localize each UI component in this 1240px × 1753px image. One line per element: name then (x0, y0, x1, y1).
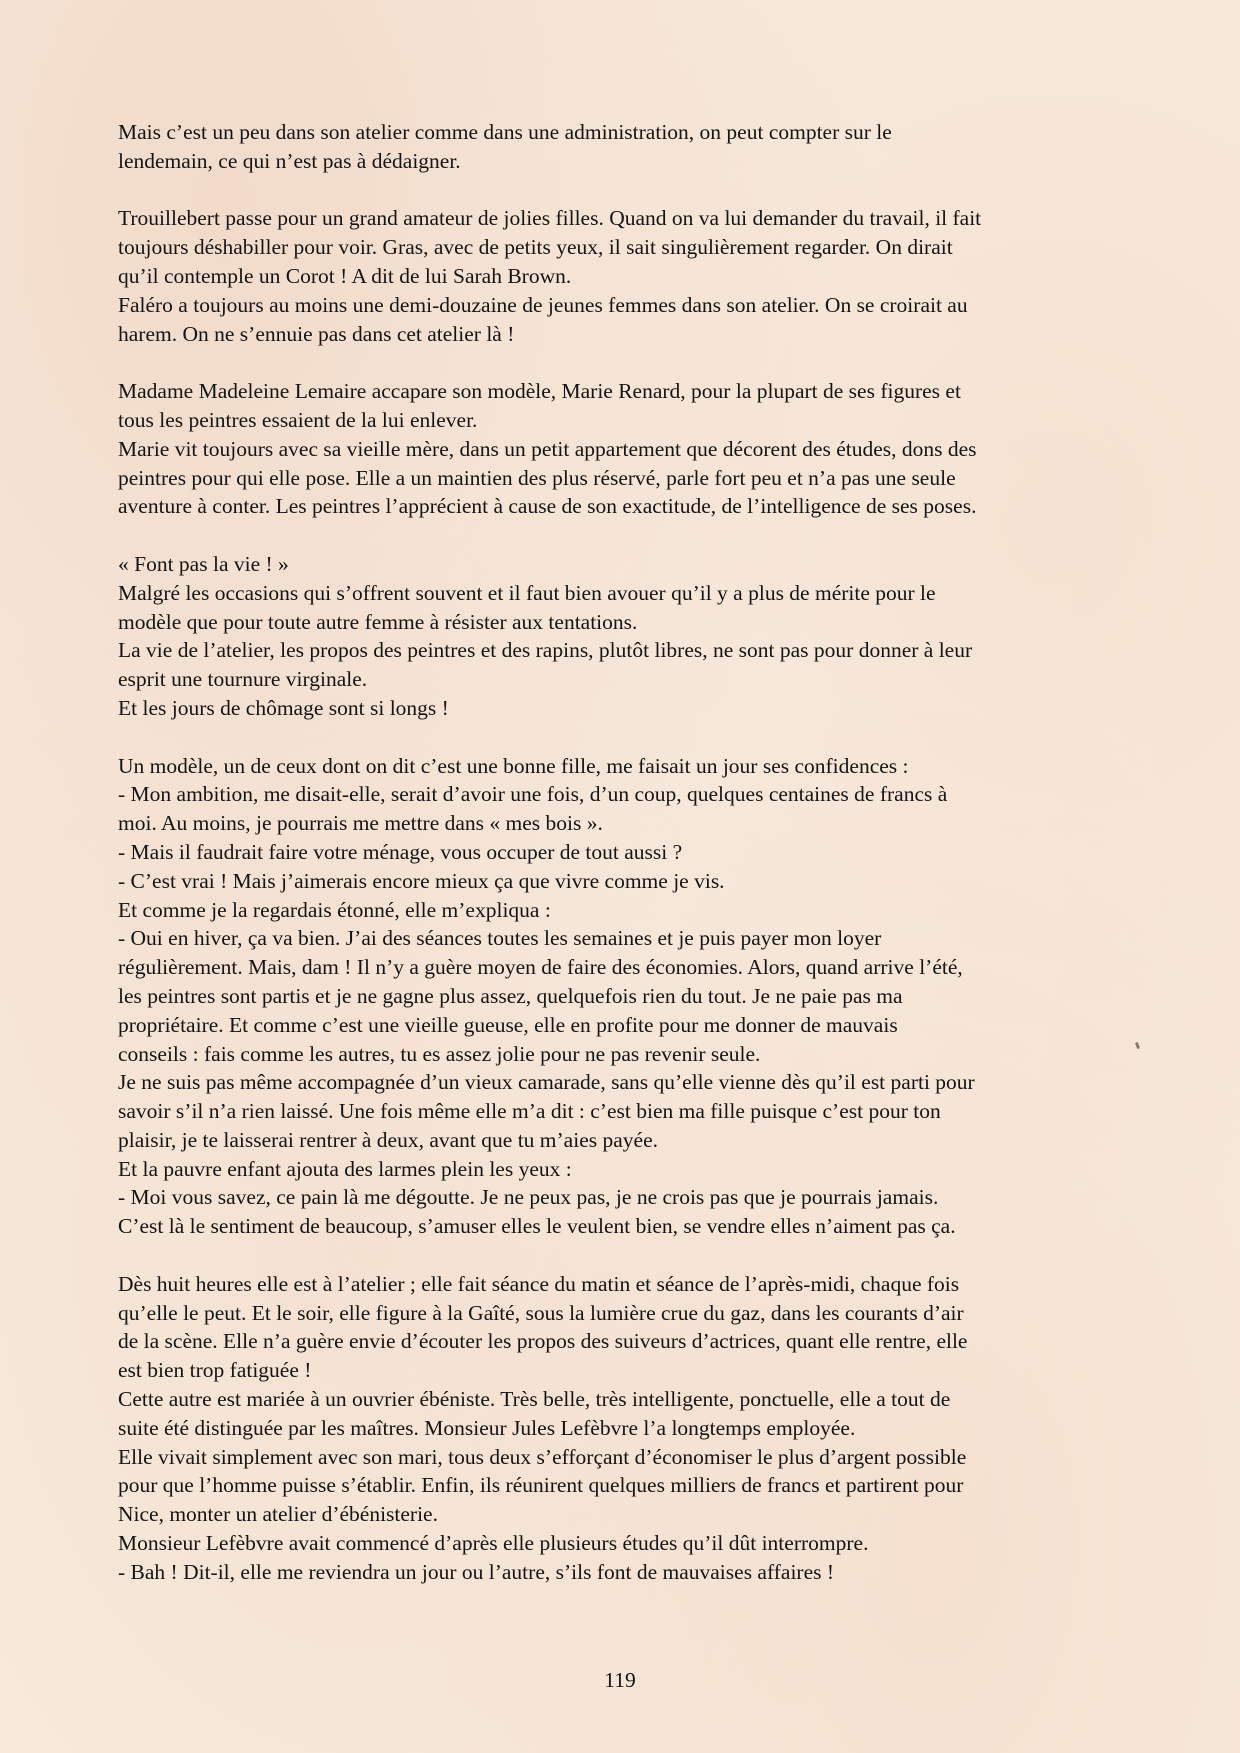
text-line: pour que l’homme puisse s’établir. Enfin, ils réunirent quelques milliers de francs et partirent pour (118, 1473, 964, 1498)
text-line: suite été distinguée par les maîtres. Monsieur Jules Lefèbvre l’a longtemps employée. (118, 1415, 856, 1440)
text-line: savoir s’il n’a rien laissé. Une fois même elle m’a dit : c’est bien ma fille puisque c’est pour ton (118, 1099, 941, 1124)
text-line: Un modèle, un de ceux dont on dit c’est une bonne fille, me faisait un jour ses confidences : (118, 753, 909, 778)
text-line: les peintres sont partis et je ne gagne plus assez, quelquefois rien du tout. Je ne paie pas ma (118, 983, 903, 1008)
text-line: Trouillebert passe pour un grand amateur de jolies filles. Quand on va lui demander du travail, il fait (118, 206, 982, 231)
text-line: Et la pauvre enfant ajouta des larmes plein les yeux : (118, 1156, 572, 1181)
text-line: de la scène. Elle n’a guère envie d’écouter les propos des suiveurs d’actrices, quant elle rentre, elle (118, 1329, 968, 1354)
text-line: plaisir, je te laisserai rentrer à deux, avant que tu m’aies payée. (118, 1127, 658, 1152)
text-line: lendemain, ce qui n’est pas à dédaigner. (118, 148, 461, 173)
text-line: toujours déshabiller pour voir. Gras, avec de petits yeux, il sait singulièrement regarder. On dirait (118, 235, 953, 260)
text-line: modèle que pour toute autre femme à résister aux tentations. (118, 609, 638, 634)
text-line: Et comme je la regardais étonné, elle m’expliqua : (118, 897, 551, 922)
text-line: - Bah ! Dit-il, elle me reviendra un jour ou l’autre, s’ils font de mauvaises affaires ! (118, 1559, 835, 1584)
text-line: Je ne suis pas même accompagnée d’un vieux camarade, sans qu’elle vienne dès qu’il est parti pour (118, 1070, 975, 1095)
text-line: Mais c’est un peu dans son atelier comme dans une administration, on peut compter sur le (118, 120, 892, 144)
text-line: - C’est vrai ! Mais j’aimerais encore mieux ça que vivre comme je vis. (118, 868, 725, 893)
text-line: « Font pas la vie ! » (118, 551, 289, 576)
text-line: aventure à conter. Les peintres l’apprécient à cause de son exactitude, de l’intelligence de ses poses. (118, 494, 977, 519)
text-line: - Oui en hiver, ça va bien. J’ai des séances toutes les semaines et je puis payer mon loyer (118, 926, 882, 951)
page-number: 119 (604, 1668, 636, 1692)
text-line: Monsieur Lefèbvre avait commencé d’après elle plusieurs études qu’il dût interrompre. (118, 1531, 869, 1556)
text-line: est bien trop fatiguée ! (118, 1358, 312, 1383)
text-line: qu’elle le peut. Et le soir, elle figure à la Gaîté, sous la lumière crue du gaz, dans les courants d’air (118, 1300, 964, 1325)
text-line: Nice, monter un atelier d’ébénisterie. (118, 1502, 438, 1527)
paragraph-gap (118, 348, 1128, 377)
text-line: esprit une tournure virginale. (118, 667, 368, 692)
text-line: La vie de l’atelier, les propos des peintres et des rapins, plutôt libres, ne sont pas pour donner à leur (118, 638, 973, 663)
text-line: - Moi vous savez, ce pain là me dégoutte. Je ne peux pas, je ne crois pas que je pourrais jamais. (118, 1185, 939, 1210)
text-line: moi. Au moins, je pourrais me mettre dans « mes bois ». (118, 811, 603, 836)
text-line: qu’il contemple un Corot ! A dit de lui Sarah Brown. (118, 263, 572, 288)
text-line: - Mais il faudrait faire votre ménage, vous occuper de tout aussi ? (118, 839, 683, 864)
text-line: Elle vivait simplement avec son mari, tous deux s’efforçant d’économiser le plus d’argent possible (118, 1444, 967, 1469)
paragraph-gap (118, 176, 1128, 205)
text-line: Faléro a toujours au moins une demi-douzaine de jeunes femmes dans son atelier. On se croirait au (118, 292, 968, 317)
paragraph-gap (118, 521, 1128, 550)
text-line: propriétaire. Et comme c’est une vieille gueuse, elle en profite pour me donner de mauvais (118, 1012, 898, 1037)
text-line: Cette autre est mariée à un ouvrier ébéniste. Très belle, très intelligente, ponctuelle, elle a tout de (118, 1387, 951, 1412)
text-line: régulièrement. Mais, dam ! Il n’y a guère moyen de faire des économies. Alors, quand arrive l’été, (118, 955, 963, 980)
text-line: Madame Madeleine Lemaire accapare son modèle, Marie Renard, pour la plupart de ses figures et (118, 379, 961, 404)
page-body (118, 118, 1128, 1587)
text-line: peintres pour qui elle pose. Elle a un maintien des plus réservé, parle fort peu et n’a pas une seule (118, 465, 956, 490)
text-line: tous les peintres essaient de la lui enlever. (118, 407, 478, 432)
text-line: conseils : fais comme les autres, tu es assez jolie pour ne pas revenir seule. (118, 1041, 761, 1066)
text-line: Et les jours de chômage sont si longs ! (118, 695, 449, 720)
text-line: Dès huit heures elle est à l’atelier ; elle fait séance du matin et séance de l’après-midi, chaque fois (118, 1271, 960, 1296)
paragraph-gap (118, 723, 1128, 752)
text-line: C’est là le sentiment de beaucoup, s’amuser elles le veulent bien, se vendre elles n’aiment pas ça. (118, 1214, 956, 1239)
text-line: harem. On ne s’ennuie pas dans cet atelier là ! (118, 321, 515, 346)
paper-speck (1135, 1042, 1140, 1050)
text-line: Marie vit toujours avec sa vieille mère, dans un petit appartement que décorent des études, dons des (118, 436, 977, 461)
paragraph-gap (118, 1241, 1128, 1270)
text-line: Malgré les occasions qui s’offrent souvent et il faut bien avouer qu’il y a plus de mérite pour le (118, 580, 936, 605)
text-line: - Mon ambition, me disait-elle, serait d’avoir une fois, d’un coup, quelques centaines de francs à (118, 782, 948, 807)
